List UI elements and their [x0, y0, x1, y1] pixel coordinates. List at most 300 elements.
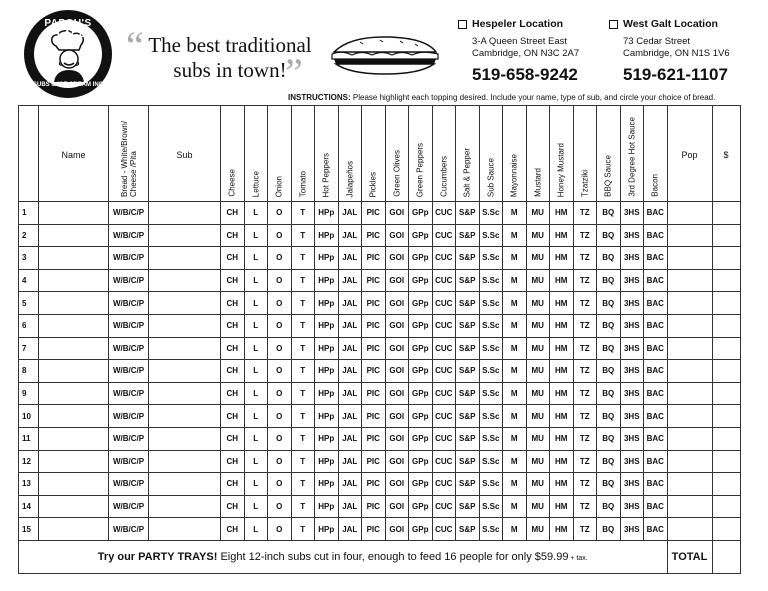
- topping-cell[interactable]: L: [244, 360, 268, 383]
- topping-cell[interactable]: TZ: [573, 427, 597, 450]
- topping-cell[interactable]: BQ: [597, 224, 621, 247]
- topping-cell[interactable]: BAC: [644, 292, 668, 315]
- price-cell[interactable]: [712, 473, 740, 496]
- topping-cell[interactable]: S.Sc: [479, 450, 503, 473]
- topping-cell[interactable]: S.Sc: [479, 337, 503, 360]
- topping-cell[interactable]: 3HS: [620, 495, 644, 518]
- price-cell[interactable]: [712, 247, 740, 270]
- topping-cell[interactable]: S.Sc: [479, 495, 503, 518]
- name-cell[interactable]: [39, 269, 109, 292]
- topping-cell[interactable]: BQ: [597, 427, 621, 450]
- sub-cell[interactable]: [149, 360, 221, 383]
- topping-cell[interactable]: HM: [550, 292, 574, 315]
- topping-cell[interactable]: PIC: [362, 427, 386, 450]
- price-cell[interactable]: [712, 495, 740, 518]
- bread-choice-cell[interactable]: W/B/C/P: [109, 427, 149, 450]
- topping-cell[interactable]: O: [268, 405, 292, 428]
- topping-cell[interactable]: TZ: [573, 292, 597, 315]
- name-cell[interactable]: [39, 292, 109, 315]
- topping-cell[interactable]: MU: [526, 427, 550, 450]
- topping-cell[interactable]: PIC: [362, 495, 386, 518]
- topping-cell[interactable]: M: [503, 495, 527, 518]
- price-cell[interactable]: [712, 518, 740, 541]
- topping-cell[interactable]: HPp: [315, 360, 339, 383]
- topping-cell[interactable]: T: [291, 269, 315, 292]
- topping-cell[interactable]: CH: [221, 247, 245, 270]
- topping-cell[interactable]: T: [291, 405, 315, 428]
- topping-cell[interactable]: CH: [221, 202, 245, 225]
- topping-cell[interactable]: MU: [526, 518, 550, 541]
- pop-cell[interactable]: [667, 269, 712, 292]
- topping-cell[interactable]: MU: [526, 360, 550, 383]
- topping-cell[interactable]: TZ: [573, 450, 597, 473]
- topping-cell[interactable]: MU: [526, 495, 550, 518]
- topping-cell[interactable]: GOl: [385, 450, 409, 473]
- topping-cell[interactable]: TZ: [573, 202, 597, 225]
- topping-cell[interactable]: TZ: [573, 269, 597, 292]
- topping-cell[interactable]: M: [503, 269, 527, 292]
- topping-cell[interactable]: O: [268, 518, 292, 541]
- topping-cell[interactable]: JAL: [338, 405, 362, 428]
- topping-cell[interactable]: S&P: [456, 450, 480, 473]
- pop-cell[interactable]: [667, 224, 712, 247]
- topping-cell[interactable]: T: [291, 337, 315, 360]
- topping-cell[interactable]: CH: [221, 473, 245, 496]
- topping-cell[interactable]: CUC: [432, 427, 456, 450]
- topping-cell[interactable]: BAC: [644, 518, 668, 541]
- total-amount-cell[interactable]: [712, 540, 740, 573]
- topping-cell[interactable]: GPp: [409, 269, 433, 292]
- topping-cell[interactable]: HM: [550, 337, 574, 360]
- topping-cell[interactable]: JAL: [338, 473, 362, 496]
- topping-cell[interactable]: 3HS: [620, 427, 644, 450]
- topping-cell[interactable]: O: [268, 337, 292, 360]
- topping-cell[interactable]: O: [268, 292, 292, 315]
- topping-cell[interactable]: HPp: [315, 337, 339, 360]
- bread-choice-cell[interactable]: W/B/C/P: [109, 337, 149, 360]
- topping-cell[interactable]: GOl: [385, 405, 409, 428]
- topping-cell[interactable]: GPp: [409, 360, 433, 383]
- topping-cell[interactable]: 3HS: [620, 337, 644, 360]
- topping-cell[interactable]: 3HS: [620, 450, 644, 473]
- topping-cell[interactable]: 3HS: [620, 224, 644, 247]
- bread-choice-cell[interactable]: W/B/C/P: [109, 269, 149, 292]
- topping-cell[interactable]: T: [291, 224, 315, 247]
- topping-cell[interactable]: BAC: [644, 495, 668, 518]
- topping-cell[interactable]: L: [244, 473, 268, 496]
- topping-cell[interactable]: O: [268, 427, 292, 450]
- topping-cell[interactable]: O: [268, 269, 292, 292]
- topping-cell[interactable]: PIC: [362, 292, 386, 315]
- topping-cell[interactable]: T: [291, 360, 315, 383]
- pop-cell[interactable]: [667, 292, 712, 315]
- topping-cell[interactable]: CUC: [432, 473, 456, 496]
- topping-cell[interactable]: M: [503, 427, 527, 450]
- topping-cell[interactable]: CH: [221, 314, 245, 337]
- topping-cell[interactable]: 3HS: [620, 269, 644, 292]
- topping-cell[interactable]: HM: [550, 495, 574, 518]
- topping-cell[interactable]: JAL: [338, 382, 362, 405]
- topping-cell[interactable]: PIC: [362, 360, 386, 383]
- topping-cell[interactable]: HM: [550, 202, 574, 225]
- topping-cell[interactable]: CH: [221, 292, 245, 315]
- topping-cell[interactable]: PIC: [362, 337, 386, 360]
- topping-cell[interactable]: S.Sc: [479, 292, 503, 315]
- topping-cell[interactable]: GOl: [385, 269, 409, 292]
- topping-cell[interactable]: GOl: [385, 495, 409, 518]
- topping-cell[interactable]: TZ: [573, 360, 597, 383]
- topping-cell[interactable]: CH: [221, 427, 245, 450]
- topping-cell[interactable]: CH: [221, 224, 245, 247]
- topping-cell[interactable]: S&P: [456, 518, 480, 541]
- topping-cell[interactable]: T: [291, 202, 315, 225]
- topping-cell[interactable]: BQ: [597, 450, 621, 473]
- topping-cell[interactable]: TZ: [573, 247, 597, 270]
- topping-cell[interactable]: BQ: [597, 314, 621, 337]
- topping-cell[interactable]: JAL: [338, 224, 362, 247]
- name-cell[interactable]: [39, 247, 109, 270]
- topping-cell[interactable]: CUC: [432, 450, 456, 473]
- name-cell[interactable]: [39, 202, 109, 225]
- topping-cell[interactable]: CUC: [432, 247, 456, 270]
- topping-cell[interactable]: HPp: [315, 518, 339, 541]
- topping-cell[interactable]: TZ: [573, 382, 597, 405]
- topping-cell[interactable]: O: [268, 247, 292, 270]
- topping-cell[interactable]: S&P: [456, 337, 480, 360]
- price-cell[interactable]: [712, 314, 740, 337]
- topping-cell[interactable]: CUC: [432, 269, 456, 292]
- topping-cell[interactable]: L: [244, 518, 268, 541]
- topping-cell[interactable]: GPp: [409, 292, 433, 315]
- pop-cell[interactable]: [667, 247, 712, 270]
- sub-cell[interactable]: [149, 405, 221, 428]
- topping-cell[interactable]: T: [291, 292, 315, 315]
- topping-cell[interactable]: S.Sc: [479, 314, 503, 337]
- topping-cell[interactable]: HPp: [315, 314, 339, 337]
- topping-cell[interactable]: JAL: [338, 427, 362, 450]
- topping-cell[interactable]: GOl: [385, 292, 409, 315]
- topping-cell[interactable]: GPp: [409, 450, 433, 473]
- topping-cell[interactable]: M: [503, 292, 527, 315]
- pop-cell[interactable]: [667, 427, 712, 450]
- topping-cell[interactable]: HPp: [315, 292, 339, 315]
- bread-choice-cell[interactable]: W/B/C/P: [109, 314, 149, 337]
- topping-cell[interactable]: BQ: [597, 337, 621, 360]
- topping-cell[interactable]: L: [244, 382, 268, 405]
- topping-cell[interactable]: CH: [221, 337, 245, 360]
- pop-cell[interactable]: [667, 202, 712, 225]
- topping-cell[interactable]: 3HS: [620, 202, 644, 225]
- sub-cell[interactable]: [149, 518, 221, 541]
- pop-cell[interactable]: [667, 495, 712, 518]
- topping-cell[interactable]: M: [503, 382, 527, 405]
- topping-cell[interactable]: BQ: [597, 405, 621, 428]
- topping-cell[interactable]: L: [244, 337, 268, 360]
- topping-cell[interactable]: MU: [526, 382, 550, 405]
- topping-cell[interactable]: O: [268, 473, 292, 496]
- topping-cell[interactable]: TZ: [573, 473, 597, 496]
- topping-cell[interactable]: BAC: [644, 314, 668, 337]
- bread-choice-cell[interactable]: W/B/C/P: [109, 495, 149, 518]
- topping-cell[interactable]: BQ: [597, 473, 621, 496]
- topping-cell[interactable]: GPp: [409, 518, 433, 541]
- topping-cell[interactable]: CUC: [432, 202, 456, 225]
- topping-cell[interactable]: PIC: [362, 269, 386, 292]
- topping-cell[interactable]: O: [268, 314, 292, 337]
- topping-cell[interactable]: CUC: [432, 382, 456, 405]
- topping-cell[interactable]: O: [268, 450, 292, 473]
- topping-cell[interactable]: L: [244, 269, 268, 292]
- topping-cell[interactable]: CH: [221, 269, 245, 292]
- topping-cell[interactable]: M: [503, 360, 527, 383]
- bread-choice-cell[interactable]: W/B/C/P: [109, 202, 149, 225]
- topping-cell[interactable]: S&P: [456, 314, 480, 337]
- topping-cell[interactable]: M: [503, 518, 527, 541]
- price-cell[interactable]: [712, 292, 740, 315]
- topping-cell[interactable]: BAC: [644, 337, 668, 360]
- topping-cell[interactable]: 3HS: [620, 518, 644, 541]
- topping-cell[interactable]: L: [244, 495, 268, 518]
- name-cell[interactable]: [39, 314, 109, 337]
- topping-cell[interactable]: S&P: [456, 405, 480, 428]
- topping-cell[interactable]: 3HS: [620, 247, 644, 270]
- topping-cell[interactable]: TZ: [573, 405, 597, 428]
- topping-cell[interactable]: GOl: [385, 202, 409, 225]
- topping-cell[interactable]: S&P: [456, 202, 480, 225]
- topping-cell[interactable]: S&P: [456, 427, 480, 450]
- topping-cell[interactable]: GOl: [385, 247, 409, 270]
- topping-cell[interactable]: S.Sc: [479, 247, 503, 270]
- price-cell[interactable]: [712, 427, 740, 450]
- topping-cell[interactable]: GOl: [385, 427, 409, 450]
- topping-cell[interactable]: BQ: [597, 247, 621, 270]
- sub-cell[interactable]: [149, 473, 221, 496]
- topping-cell[interactable]: HPp: [315, 450, 339, 473]
- topping-cell[interactable]: S.Sc: [479, 427, 503, 450]
- topping-cell[interactable]: CUC: [432, 292, 456, 315]
- topping-cell[interactable]: BAC: [644, 473, 668, 496]
- topping-cell[interactable]: L: [244, 224, 268, 247]
- topping-cell[interactable]: M: [503, 405, 527, 428]
- topping-cell[interactable]: M: [503, 314, 527, 337]
- topping-cell[interactable]: CUC: [432, 405, 456, 428]
- topping-cell[interactable]: JAL: [338, 292, 362, 315]
- topping-cell[interactable]: JAL: [338, 202, 362, 225]
- topping-cell[interactable]: MU: [526, 269, 550, 292]
- topping-cell[interactable]: PIC: [362, 247, 386, 270]
- name-cell[interactable]: [39, 360, 109, 383]
- bread-choice-cell[interactable]: W/B/C/P: [109, 292, 149, 315]
- topping-cell[interactable]: JAL: [338, 314, 362, 337]
- topping-cell[interactable]: TZ: [573, 314, 597, 337]
- topping-cell[interactable]: T: [291, 495, 315, 518]
- bread-choice-cell[interactable]: W/B/C/P: [109, 382, 149, 405]
- topping-cell[interactable]: BAC: [644, 405, 668, 428]
- topping-cell[interactable]: M: [503, 202, 527, 225]
- topping-cell[interactable]: O: [268, 360, 292, 383]
- topping-cell[interactable]: TZ: [573, 337, 597, 360]
- topping-cell[interactable]: 3HS: [620, 360, 644, 383]
- topping-cell[interactable]: T: [291, 518, 315, 541]
- price-cell[interactable]: [712, 337, 740, 360]
- topping-cell[interactable]: HPp: [315, 427, 339, 450]
- topping-cell[interactable]: GPp: [409, 224, 433, 247]
- topping-cell[interactable]: BAC: [644, 360, 668, 383]
- name-cell[interactable]: [39, 473, 109, 496]
- topping-cell[interactable]: MU: [526, 314, 550, 337]
- topping-cell[interactable]: GPp: [409, 405, 433, 428]
- topping-cell[interactable]: BAC: [644, 450, 668, 473]
- topping-cell[interactable]: CUC: [432, 224, 456, 247]
- topping-cell[interactable]: O: [268, 224, 292, 247]
- topping-cell[interactable]: JAL: [338, 269, 362, 292]
- topping-cell[interactable]: HPp: [315, 495, 339, 518]
- bread-choice-cell[interactable]: W/B/C/P: [109, 473, 149, 496]
- topping-cell[interactable]: BQ: [597, 495, 621, 518]
- price-cell[interactable]: [712, 382, 740, 405]
- topping-cell[interactable]: JAL: [338, 247, 362, 270]
- sub-cell[interactable]: [149, 337, 221, 360]
- topping-cell[interactable]: HM: [550, 360, 574, 383]
- bread-choice-cell[interactable]: W/B/C/P: [109, 405, 149, 428]
- topping-cell[interactable]: S&P: [456, 292, 480, 315]
- topping-cell[interactable]: O: [268, 495, 292, 518]
- topping-cell[interactable]: MU: [526, 224, 550, 247]
- topping-cell[interactable]: MU: [526, 450, 550, 473]
- topping-cell[interactable]: PIC: [362, 382, 386, 405]
- topping-cell[interactable]: TZ: [573, 518, 597, 541]
- topping-cell[interactable]: T: [291, 314, 315, 337]
- topping-cell[interactable]: HPp: [315, 247, 339, 270]
- topping-cell[interactable]: HM: [550, 427, 574, 450]
- topping-cell[interactable]: CH: [221, 518, 245, 541]
- topping-cell[interactable]: HM: [550, 269, 574, 292]
- topping-cell[interactable]: L: [244, 202, 268, 225]
- topping-cell[interactable]: HPp: [315, 202, 339, 225]
- topping-cell[interactable]: S.Sc: [479, 405, 503, 428]
- topping-cell[interactable]: HM: [550, 405, 574, 428]
- topping-cell[interactable]: GPp: [409, 202, 433, 225]
- topping-cell[interactable]: S&P: [456, 495, 480, 518]
- bread-choice-cell[interactable]: W/B/C/P: [109, 518, 149, 541]
- topping-cell[interactable]: PIC: [362, 518, 386, 541]
- topping-cell[interactable]: CH: [221, 382, 245, 405]
- topping-cell[interactable]: GOl: [385, 518, 409, 541]
- sub-cell[interactable]: [149, 202, 221, 225]
- topping-cell[interactable]: PIC: [362, 405, 386, 428]
- topping-cell[interactable]: O: [268, 382, 292, 405]
- topping-cell[interactable]: T: [291, 450, 315, 473]
- topping-cell[interactable]: HM: [550, 224, 574, 247]
- topping-cell[interactable]: M: [503, 247, 527, 270]
- topping-cell[interactable]: S&P: [456, 382, 480, 405]
- topping-cell[interactable]: S.Sc: [479, 224, 503, 247]
- sub-cell[interactable]: [149, 382, 221, 405]
- topping-cell[interactable]: MU: [526, 247, 550, 270]
- topping-cell[interactable]: PIC: [362, 202, 386, 225]
- topping-cell[interactable]: S.Sc: [479, 202, 503, 225]
- topping-cell[interactable]: CH: [221, 405, 245, 428]
- topping-cell[interactable]: CH: [221, 495, 245, 518]
- topping-cell[interactable]: BQ: [597, 269, 621, 292]
- topping-cell[interactable]: M: [503, 473, 527, 496]
- topping-cell[interactable]: L: [244, 405, 268, 428]
- topping-cell[interactable]: BAC: [644, 269, 668, 292]
- topping-cell[interactable]: GPp: [409, 473, 433, 496]
- topping-cell[interactable]: L: [244, 247, 268, 270]
- topping-cell[interactable]: S.Sc: [479, 360, 503, 383]
- bread-choice-cell[interactable]: W/B/C/P: [109, 224, 149, 247]
- topping-cell[interactable]: MU: [526, 202, 550, 225]
- topping-cell[interactable]: L: [244, 292, 268, 315]
- topping-cell[interactable]: M: [503, 337, 527, 360]
- topping-cell[interactable]: TZ: [573, 495, 597, 518]
- topping-cell[interactable]: HPp: [315, 269, 339, 292]
- topping-cell[interactable]: S.Sc: [479, 269, 503, 292]
- topping-cell[interactable]: CUC: [432, 314, 456, 337]
- topping-cell[interactable]: HPp: [315, 382, 339, 405]
- sub-cell[interactable]: [149, 269, 221, 292]
- topping-cell[interactable]: M: [503, 224, 527, 247]
- topping-cell[interactable]: S.Sc: [479, 382, 503, 405]
- topping-cell[interactable]: HM: [550, 247, 574, 270]
- topping-cell[interactable]: GPp: [409, 247, 433, 270]
- name-cell[interactable]: [39, 224, 109, 247]
- topping-cell[interactable]: MU: [526, 473, 550, 496]
- topping-cell[interactable]: CUC: [432, 337, 456, 360]
- topping-cell[interactable]: S.Sc: [479, 518, 503, 541]
- name-cell[interactable]: [39, 405, 109, 428]
- topping-cell[interactable]: M: [503, 450, 527, 473]
- topping-cell[interactable]: GOl: [385, 360, 409, 383]
- topping-cell[interactable]: GPp: [409, 382, 433, 405]
- topping-cell[interactable]: 3HS: [620, 473, 644, 496]
- topping-cell[interactable]: T: [291, 473, 315, 496]
- topping-cell[interactable]: GPp: [409, 427, 433, 450]
- topping-cell[interactable]: S&P: [456, 247, 480, 270]
- bread-choice-cell[interactable]: W/B/C/P: [109, 450, 149, 473]
- topping-cell[interactable]: HM: [550, 450, 574, 473]
- topping-cell[interactable]: PIC: [362, 450, 386, 473]
- topping-cell[interactable]: BAC: [644, 382, 668, 405]
- topping-cell[interactable]: JAL: [338, 450, 362, 473]
- sub-cell[interactable]: [149, 292, 221, 315]
- topping-cell[interactable]: HM: [550, 382, 574, 405]
- topping-cell[interactable]: GPp: [409, 314, 433, 337]
- topping-cell[interactable]: GOl: [385, 382, 409, 405]
- topping-cell[interactable]: BQ: [597, 202, 621, 225]
- topping-cell[interactable]: MU: [526, 337, 550, 360]
- bread-choice-cell[interactable]: W/B/C/P: [109, 360, 149, 383]
- topping-cell[interactable]: T: [291, 247, 315, 270]
- topping-cell[interactable]: MU: [526, 292, 550, 315]
- topping-cell[interactable]: L: [244, 314, 268, 337]
- name-cell[interactable]: [39, 382, 109, 405]
- location-checkbox[interactable]: [458, 20, 467, 29]
- topping-cell[interactable]: BAC: [644, 224, 668, 247]
- price-cell[interactable]: [712, 450, 740, 473]
- topping-cell[interactable]: 3HS: [620, 292, 644, 315]
- price-cell[interactable]: [712, 269, 740, 292]
- sub-cell[interactable]: [149, 495, 221, 518]
- topping-cell[interactable]: JAL: [338, 518, 362, 541]
- topping-cell[interactable]: PIC: [362, 314, 386, 337]
- topping-cell[interactable]: BQ: [597, 360, 621, 383]
- topping-cell[interactable]: HPp: [315, 224, 339, 247]
- topping-cell[interactable]: CH: [221, 450, 245, 473]
- topping-cell[interactable]: BAC: [644, 202, 668, 225]
- topping-cell[interactable]: PIC: [362, 224, 386, 247]
